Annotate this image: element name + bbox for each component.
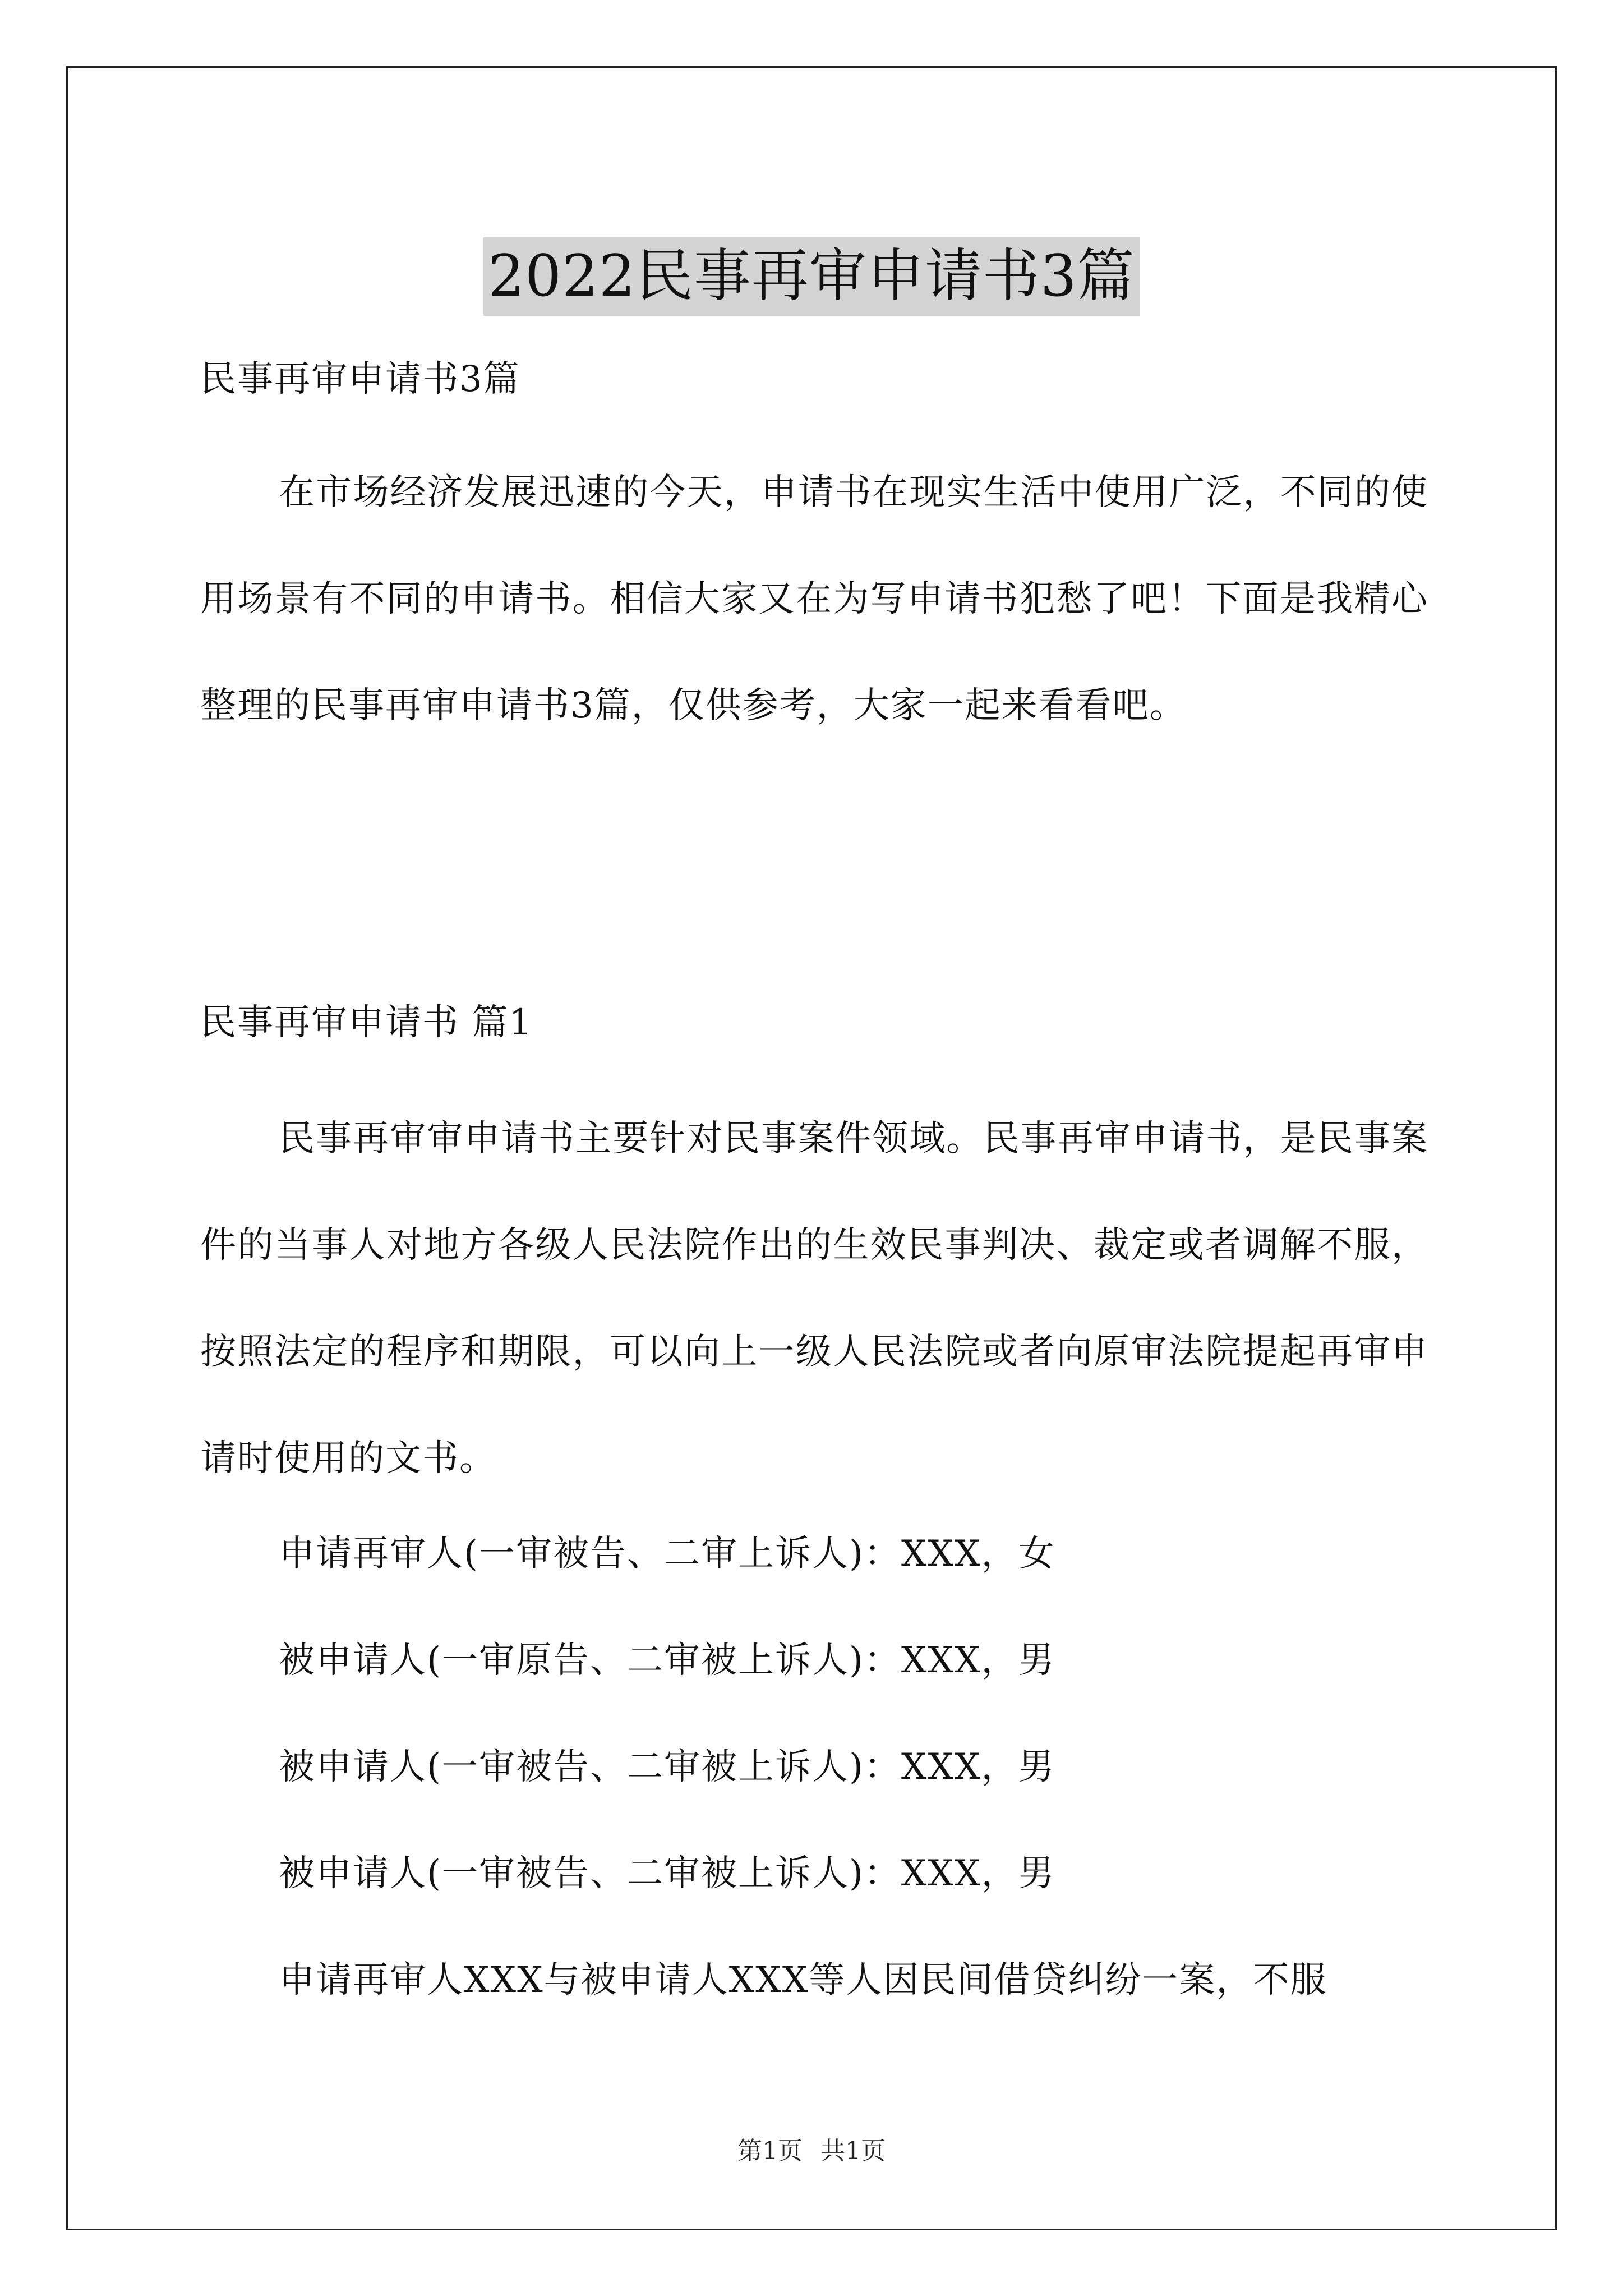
party-line-4: 被申请人(一审被告、二审被上诉人)：XXX，男: [279, 1853, 1055, 1894]
section-heading: 民事再审申请书 篇1: [200, 1002, 533, 1043]
page-footer: [0, 2134, 1623, 2168]
page-total: 共1页: [820, 2137, 886, 2165]
paragraph-continuation: 申请再审人XXX与被申请人XXX等人因民间借贷纠纷一案，不服: [279, 1959, 1327, 2001]
party-line-2: 被申请人(一审原告、二审被上诉人)：XXX，男: [279, 1640, 1055, 1681]
title-container: [0, 199, 1623, 355]
document-title: 2022民事再审申请书3篇: [483, 237, 1139, 316]
intro-paragraph: 在市场经济发展迅速的今天，申请书在现实生活中使用广泛，不同的使用场景有不同的申请书。相信大家又在为写申请书犯愁了吧！下面是我精心整理的民事再审申请书3篇，仅供参考，大家一起来看看吧。: [200, 472, 1428, 726]
party-line-3: 被申请人(一审被告、二审被上诉人)：XXX，男: [279, 1746, 1055, 1788]
page-number: 第1页: [737, 2137, 803, 2165]
party-line-1: 申请再审人(一审被告、二审上诉人)：XXX，女: [279, 1533, 1055, 1575]
document-subtitle: 民事再审申请书3篇: [200, 358, 520, 400]
section-paragraph: 民事再审审申请书主要针对民事案件领域。民事再审申请书，是民事案件的当事人对地方各级人民法院作出的生效民事判决、裁定或者调解不服，按照法定的程序和期限，可以向上一级人民法院或者向原审法院提起再审申请时使用的文书。: [200, 1118, 1428, 1479]
